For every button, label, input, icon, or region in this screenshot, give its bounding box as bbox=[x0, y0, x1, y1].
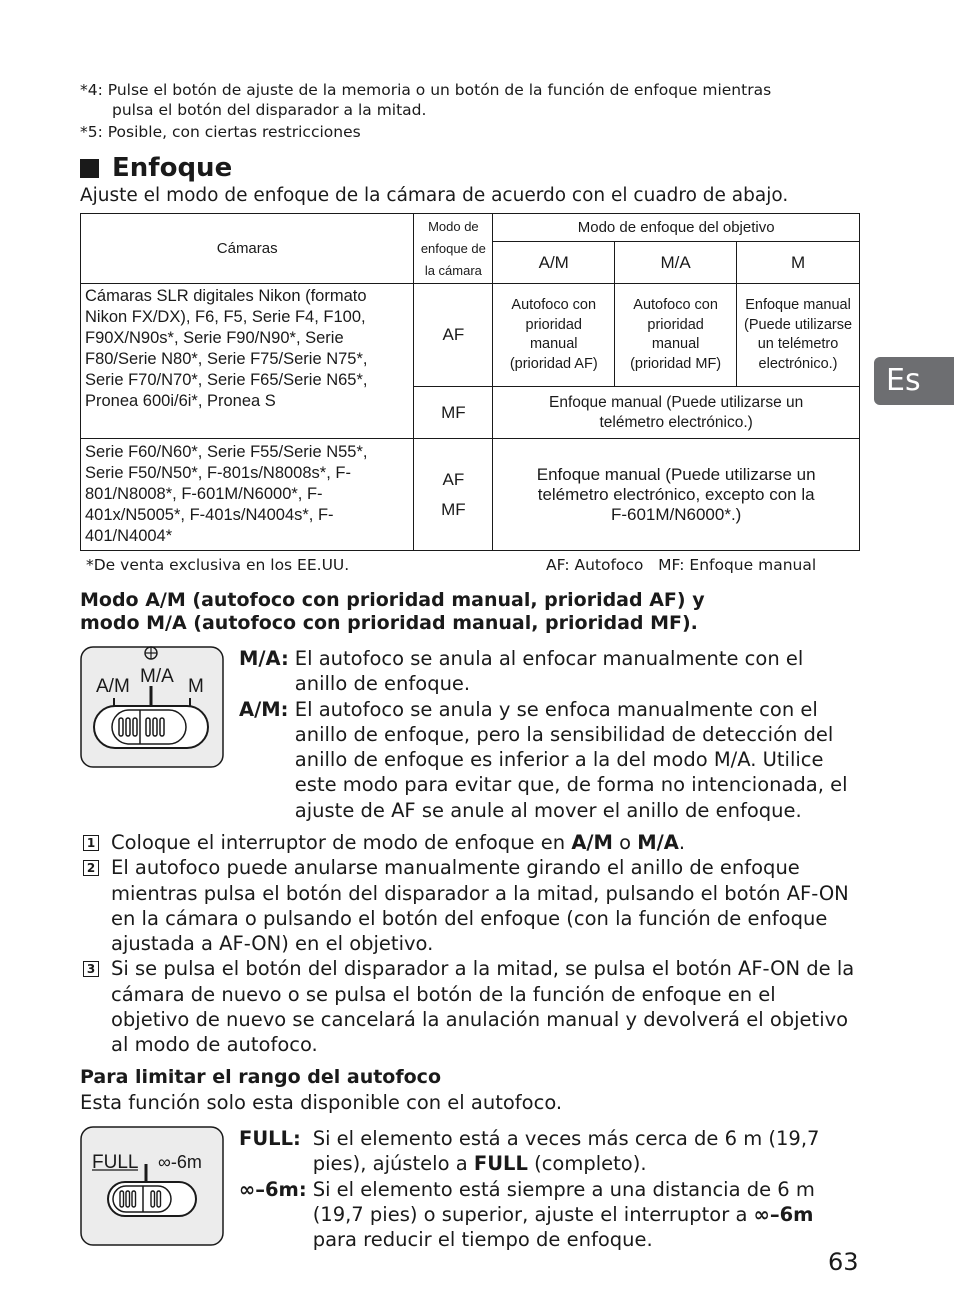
footnote-4-line1: *4: Pulse el botón de ajuste de la memoria o un botón de la función de enfoque mientras bbox=[80, 81, 772, 99]
footnote-5: *5: Posible, con ciertas restricciones bbox=[80, 123, 361, 141]
limit-intro: Esta función solo esta disponible con el autofoco. bbox=[80, 1091, 563, 1114]
g2-focus-cell: Enfoque manual (Puede utilizarse un telémetro electrónico, excepto con la F-601M/N6000*.) bbox=[493, 439, 860, 551]
step-1-pre: Coloque el interruptor de modo de enfoque en bbox=[111, 831, 572, 854]
ma-term: M/A: bbox=[239, 647, 289, 670]
g1-af-label: AF bbox=[414, 284, 493, 387]
header-cameras: Cámaras bbox=[81, 214, 414, 284]
g1-af-ma-cell: Autofoco con prioridad manual (prioridad MF) bbox=[615, 284, 737, 387]
section-title bbox=[80, 153, 232, 183]
am-term: A/M: bbox=[239, 697, 289, 721]
inf-desc-bold: ∞–6m bbox=[753, 1202, 814, 1226]
mode-definitions bbox=[239, 646, 859, 823]
footnote-4-line2: pulsa el botón del disparador a la mitad. bbox=[112, 101, 427, 119]
g2-mf-label: MF bbox=[441, 499, 466, 519]
step-1-bold-am: A/M bbox=[571, 831, 613, 854]
steps-list bbox=[80, 830, 860, 1058]
full-desc-pre: Si el elemento está a veces más cerca de 6 m (19,7 pies), ajústelo a bbox=[312, 1127, 820, 1176]
header-ma: M/A bbox=[615, 242, 737, 284]
inf-description bbox=[313, 1177, 861, 1253]
step-3 bbox=[80, 956, 860, 1057]
cameras-group-1: Cámaras SLR digitales Nikon (formato Nikon FX/DX), F6, F5, Serie F4, F100, F90X/N90s*, Serie F90/N90*, Serie F80/Serie N80*, Serie F75/Serie N75*, Serie F70/N70*, Serie F65/Serie N65*, Pronea 600i/6i*, Pronea S bbox=[81, 284, 414, 439]
am-ma-m-switch-illustration bbox=[80, 646, 224, 768]
step-1-mid: o bbox=[612, 831, 638, 854]
full-desc-bold: FULL bbox=[473, 1152, 528, 1176]
switch-label-full: FULL bbox=[92, 1152, 139, 1173]
g1-af-am-cell: Autofoco con prioridad manual (prioridad AF) bbox=[493, 284, 615, 387]
switch-label-ma: M/A bbox=[140, 666, 174, 687]
switch-label-m: M bbox=[188, 676, 204, 697]
full-desc-post: (completo). bbox=[527, 1152, 647, 1176]
step-2-text: El autofoco puede anularse manualmente girando el anillo de enfoque mientras pulsa el botón del disparador a la mitad, pulsando el botón AF-ON en la cámara o pulsando el botón del enfoque (con la función de enfoque ajustada a AF-ON) en el objetivo. bbox=[111, 856, 849, 956]
header-lens-focus-mode: Modo de enfoque del objetivo bbox=[493, 214, 860, 242]
footnote-4 bbox=[80, 80, 880, 120]
inf-desc-post: para reducir el tiempo de enfoque. bbox=[312, 1228, 653, 1252]
inf-desc-pre: Si el elemento está siempre a una distancia de 6 m (19,7 pies) o superior, ajuste el interruptor a bbox=[312, 1177, 815, 1226]
switch-label-am: A/M bbox=[96, 676, 130, 697]
step-number-1: 1 bbox=[83, 835, 99, 851]
step-1-post: . bbox=[678, 831, 686, 854]
inf-term: ∞–6m: bbox=[239, 1177, 307, 1201]
section-intro: Ajuste el modo de enfoque de la cámara de acuerdo con el cuadro de abajo. bbox=[80, 185, 789, 206]
table-note-legend: AF: Autofoco MF: Enfoque manual bbox=[546, 556, 817, 574]
mode-heading bbox=[80, 589, 705, 635]
full-term: FULL: bbox=[239, 1127, 301, 1150]
g1-af-m-cell: Enfoque manual (Puede utilizarse un telémetro electrónico.) bbox=[737, 284, 860, 387]
switch-label-inf6m: ∞-6m bbox=[158, 1152, 202, 1172]
page-number: 63 bbox=[828, 1248, 859, 1276]
step-2 bbox=[80, 855, 860, 956]
g1-mf-cell: Enfoque manual (Puede utilizarse un telémetro electrónico.) bbox=[493, 387, 860, 439]
g2-af-mf-labels bbox=[414, 439, 493, 551]
header-camera-focus-mode: Modo de enfoque de la cámara bbox=[414, 214, 493, 284]
step-1 bbox=[80, 830, 860, 855]
square-bullet-icon bbox=[80, 159, 99, 178]
step-3-text: Si se pulsa el botón del disparador a la mitad, se pulsa el botón AF-ON de la cámara de nuevo o se pulsa el botón de la función de enfoque en el objetivo de nuevo se cancelará la anulación manual y devolverá el objetivo al modo de autofoco. bbox=[111, 957, 855, 1057]
header-am: A/M bbox=[493, 242, 615, 284]
focus-mode-table bbox=[80, 213, 860, 551]
ma-description: El autofoco se anula al enfocar manualmente con el anillo de enfoque. bbox=[294, 647, 804, 696]
step-1-text bbox=[111, 830, 685, 855]
am-description: El autofoco se anula y se enfoca manualmente con el anillo de enfoque, pero la sensibilidad de detección del anillo de enfoque es inferior a la del modo M/A. Utilice este modo para evitar que, de forma no intencionada, el ajuste de AF se anule al mover el anillo de enfoque. bbox=[294, 697, 848, 822]
footnotes bbox=[80, 80, 880, 142]
language-tab: Es bbox=[874, 357, 954, 405]
g1-mf-label: MF bbox=[414, 387, 493, 439]
mode-heading-line2: modo M/A (autofoco con prioridad manual, prioridad MF). bbox=[80, 612, 698, 634]
g2-af-label: AF bbox=[442, 469, 465, 489]
limit-heading: Para limitar el rango del autofoco bbox=[80, 1066, 441, 1088]
full-range-switch-illustration bbox=[80, 1126, 224, 1246]
table-note-usa: *De venta exclusiva en los EE.UU. bbox=[86, 556, 350, 574]
mode-heading-line1: Modo A/M (autofoco con prioridad manual, prioridad AF) y bbox=[80, 589, 705, 611]
full-description bbox=[313, 1126, 861, 1177]
section-title-text: Enfoque bbox=[112, 153, 233, 183]
step-number-3: 3 bbox=[83, 961, 99, 977]
limit-definitions bbox=[239, 1126, 861, 1252]
step-1-bold-ma: M/A bbox=[637, 831, 679, 854]
step-number-2: 2 bbox=[83, 860, 99, 876]
cameras-group-2: Serie F60/N60*, Serie F55/Serie N55*, Serie F50/N50*, F-801s/N8008s*, F-801/N8008*, F-601M/N6000*, F-401x/N5005*, F-401s/N4004s*, F-401/N4004* bbox=[81, 439, 414, 551]
header-m: M bbox=[737, 242, 860, 284]
